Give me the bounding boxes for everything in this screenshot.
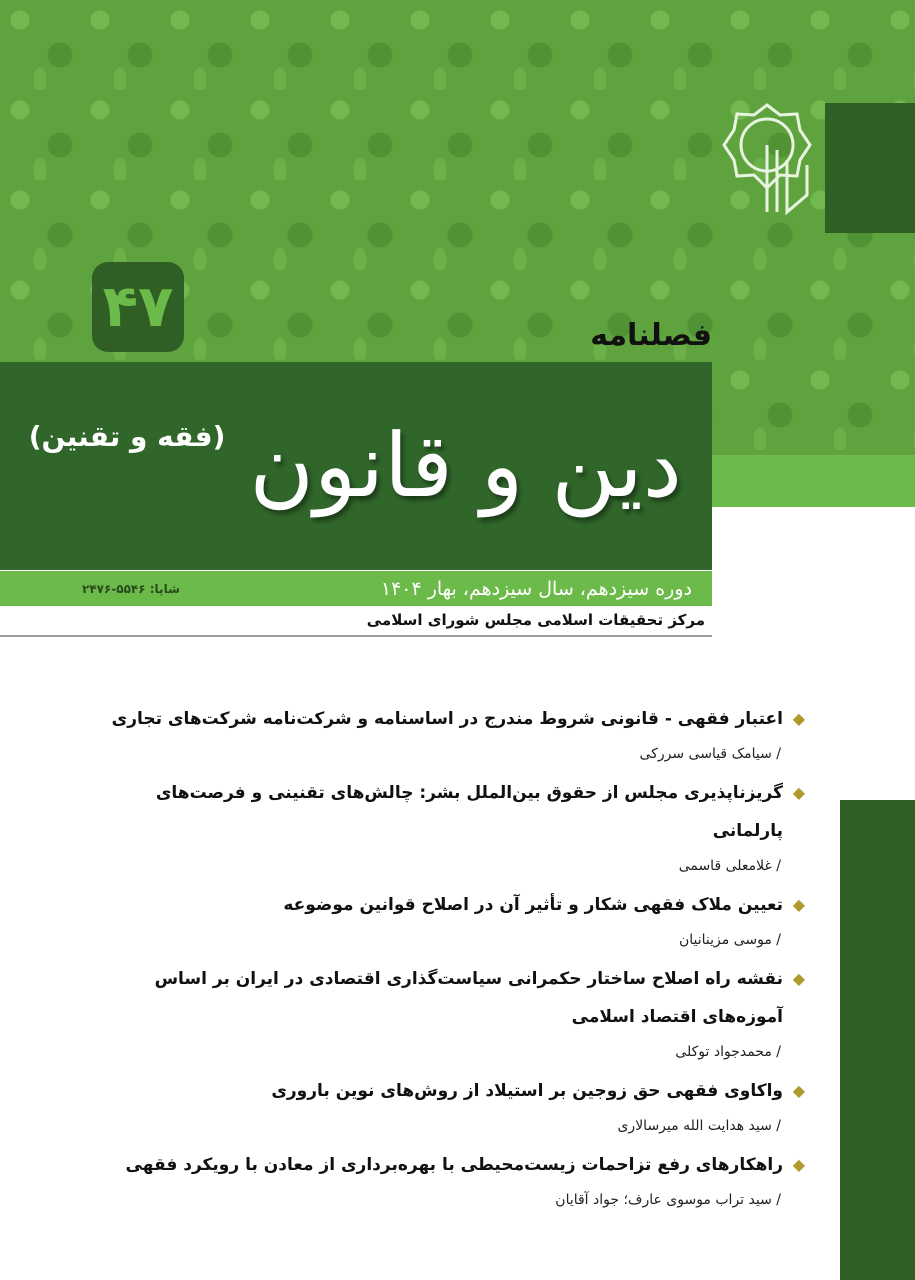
quarterly-label: فصلنامه [590,318,712,353]
publisher: مرکز تحقیقات اسلامی مجلس شورای اسلامی [366,611,705,629]
diamond-bullet-icon: ◆ [792,969,805,988]
article-item [105,1072,805,1142]
article-title: نقشه راه اصلاح ساختار حکمرانی سیاست‌گذاری اقتصادی در ایران بر اساس آموزه‌های اقتصاد اسلامی [154,969,783,1027]
diamond-bullet-icon: ◆ [792,709,805,728]
issue-info: دوره سیزدهم، سال سیزدهم، بهار ۱۴۰۴ [380,577,692,600]
article-list [105,700,805,1220]
article-item [105,960,805,1068]
article-author: / موسی مزینانیان [678,932,781,948]
decorative-band [712,455,915,507]
issn: شاپا: ۵۵۴۶-۲۴۷۶ [82,581,180,596]
decorative-strip [840,800,915,1280]
article-author: / غلامعلی قاسمی [678,858,781,874]
article-title: تعیین ملاک فقهی شکار و تأثیر آن در اصلاح قوانین موضوعه [283,895,783,915]
article-author: / سیامک قیاسی سررکی [639,746,781,762]
issue-info-bar [0,571,712,606]
divider [0,635,712,637]
issue-number-badge: ۴۷ [92,262,184,352]
article-item [105,1146,805,1216]
article-title: گریزناپذیری مجلس از حقوق بین‌الملل بشر: چالش‌های تقنینی و فرصت‌های پارلمانی [155,783,783,841]
article-title: واکاوی فقهی حق زوجین بر استیلاد از روش‌های نوین باروری [271,1081,783,1101]
article-author: / سید هدایت الله میرسالاری [617,1118,781,1134]
journal-subtitle: (فقه و تقنین) [28,420,226,453]
diamond-bullet-icon: ◆ [792,1155,805,1174]
journal-title: دین و قانون [249,414,682,518]
diamond-bullet-icon: ◆ [792,1081,805,1100]
article-title: اعتبار فقهی - قانونی شروط مندرج در اساسنامه و شرکت‌نامه شرکت‌های تجاری [111,709,783,729]
diamond-bullet-icon: ◆ [792,895,805,914]
article-item [105,886,805,956]
article-author: / محمدجواد توکلی [675,1044,781,1060]
institute-logo-icon [722,100,812,218]
title-banner [0,362,712,570]
article-item [105,700,805,770]
diamond-bullet-icon: ◆ [792,783,805,802]
article-title: راهکارهای رفع تزاحمات زیست‌محیطی با بهره‌برداری از معادن با رویکرد فقهی [125,1155,783,1175]
decorative-square [825,103,915,233]
article-author: / سید تراب موسوی عارف؛ جواد آقایان [555,1192,781,1208]
article-item [105,774,805,882]
